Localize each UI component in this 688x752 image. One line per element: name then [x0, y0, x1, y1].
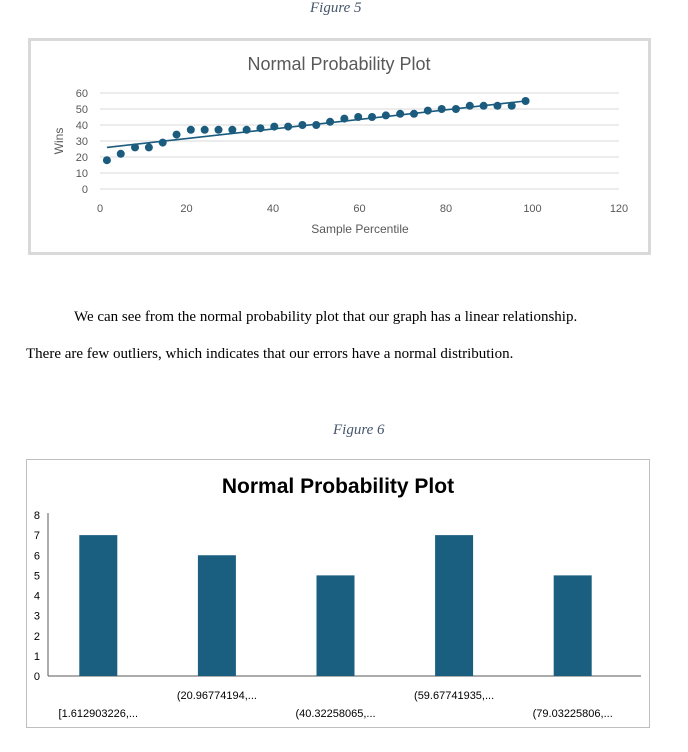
y-tick-label: 1: [33, 650, 40, 663]
data-point: [312, 121, 320, 129]
data-point: [326, 118, 334, 126]
figure-6-caption: Figure 6: [333, 422, 385, 438]
x-axis-label: Sample Percentile: [311, 222, 409, 236]
paragraph-linear-relationship: We can see from the normal probability plot that our graph has a linear relationship.: [74, 309, 578, 325]
data-point: [103, 156, 111, 164]
category-label: [1.612903226,...: [58, 708, 139, 720]
data-point: [243, 126, 251, 134]
y-tick-label: 40: [75, 120, 88, 132]
x-tick-label: 100: [523, 203, 542, 215]
bar: [198, 555, 236, 676]
data-point: [508, 102, 516, 110]
bar: [435, 535, 473, 676]
bar-chart-svg: [27, 460, 649, 727]
data-point: [256, 124, 264, 132]
data-point: [145, 143, 153, 151]
x-tick-label: 0: [96, 203, 104, 215]
normal-probability-scatter-chart: [28, 38, 651, 255]
y-axis-label: Wins: [52, 127, 66, 155]
y-tick-label: 60: [75, 88, 88, 100]
data-point: [396, 110, 404, 118]
y-tick-label: 0: [33, 671, 40, 683]
y-tick-label: 7: [33, 530, 40, 543]
data-point: [173, 131, 181, 139]
x-tick-label: 120: [609, 203, 629, 215]
data-point: [368, 113, 376, 121]
data-point: [466, 102, 474, 110]
x-tick-label: 80: [439, 203, 453, 215]
y-tick-label: 6: [33, 550, 40, 563]
chart-title: Normal Probability Plot: [247, 54, 431, 74]
bar: [554, 575, 592, 676]
data-point: [452, 105, 460, 113]
bar: [79, 535, 117, 676]
y-tick-label: 0: [81, 184, 88, 196]
y-tick-label: 3: [33, 610, 40, 623]
x-tick-label: 20: [180, 203, 193, 215]
chart-title: Normal Probability Plot: [221, 475, 455, 498]
data-point: [270, 123, 278, 131]
y-tick-label: 50: [75, 104, 88, 116]
data-point: [493, 102, 501, 110]
data-point: [159, 139, 167, 147]
y-tick-label: 2: [33, 630, 40, 643]
category-label: (79.03225806,...: [532, 708, 613, 720]
y-tick-label: 5: [33, 570, 40, 583]
data-point: [298, 121, 306, 129]
category-label: (59.67741935,...: [414, 690, 495, 702]
data-point: [215, 126, 223, 134]
x-tick-label: 60: [353, 203, 366, 215]
y-tick-label: 20: [75, 152, 88, 164]
data-point: [480, 102, 488, 110]
paragraph-outliers: There are few outliers, which indicates that our errors have a normal distribution.: [26, 346, 514, 362]
scatter-plot-svg: [31, 41, 648, 252]
data-point: [117, 150, 125, 158]
y-tick-label: 30: [75, 136, 88, 148]
y-tick-label: 8: [33, 510, 40, 522]
data-point: [187, 126, 195, 134]
data-point: [340, 115, 348, 123]
data-point: [410, 110, 418, 118]
data-point: [438, 105, 446, 113]
data-point: [228, 126, 236, 134]
data-point: [131, 143, 139, 151]
data-point: [201, 126, 209, 134]
data-point: [382, 111, 390, 119]
y-tick-label: 10: [75, 168, 88, 180]
y-tick-label: 4: [33, 590, 40, 603]
data-point: [284, 123, 292, 131]
normal-probability-bar-chart: [26, 459, 650, 728]
data-point: [354, 113, 362, 121]
data-point: [424, 107, 432, 115]
category-label: (40.32258065,...: [295, 708, 376, 720]
data-point: [522, 97, 530, 105]
figure-5-caption: Figure 5: [310, 0, 362, 16]
x-tick-label: 40: [266, 203, 280, 215]
bar: [317, 575, 355, 676]
category-label: (20.96774194,...: [176, 690, 257, 702]
